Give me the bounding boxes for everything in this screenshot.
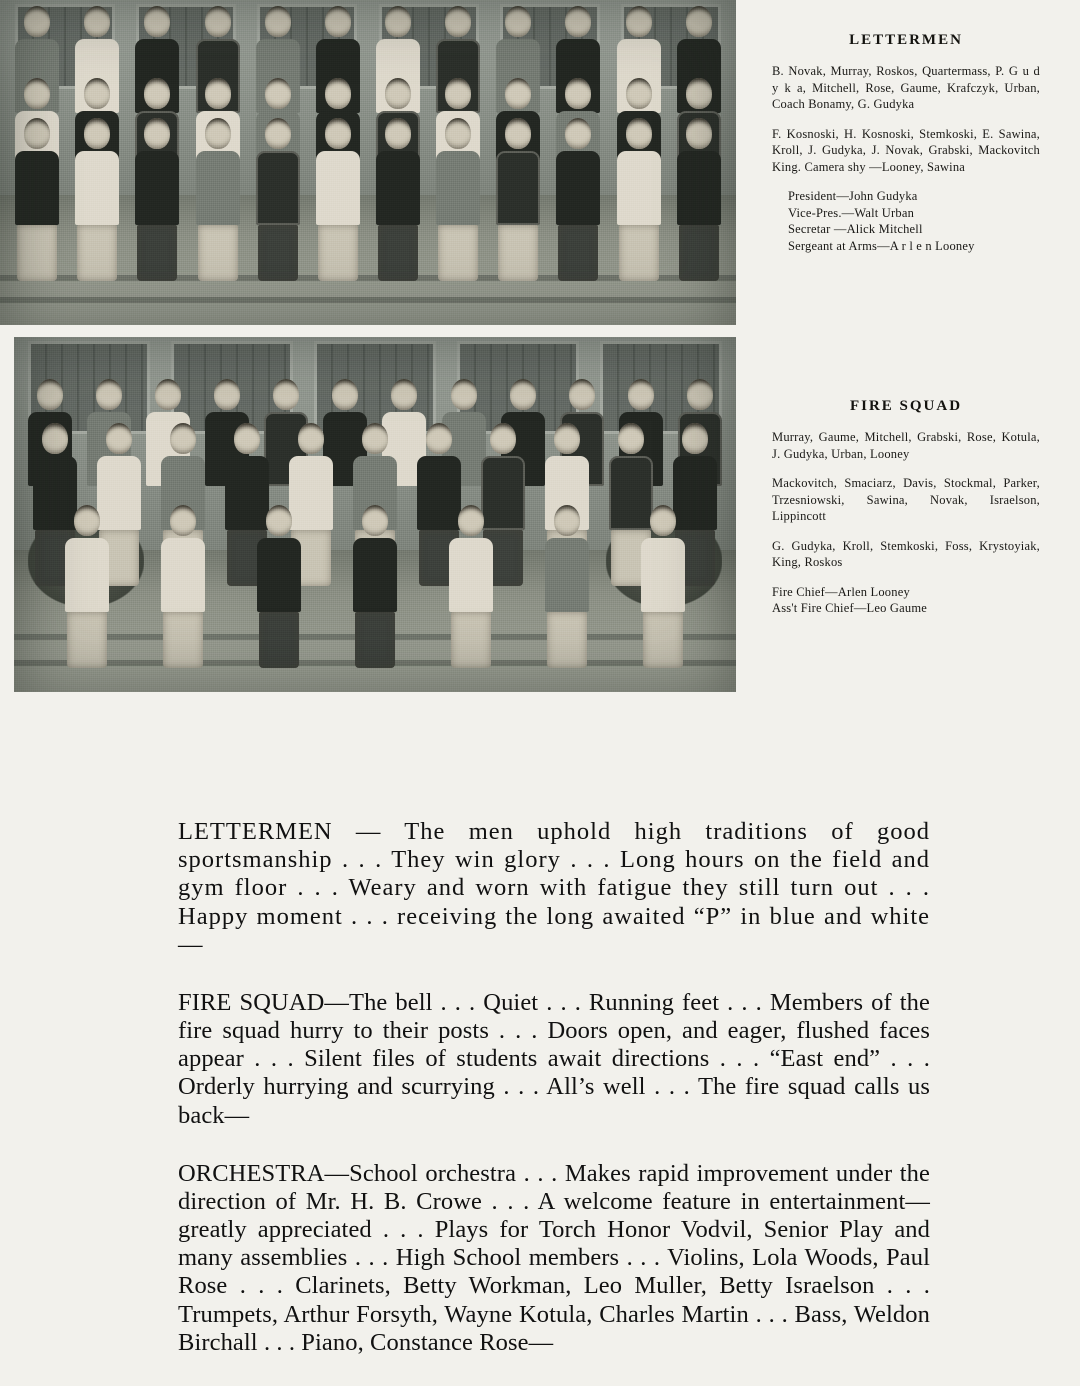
fire-squad-caption-row3: G. Gudyka, Kroll, Stemkoski, Foss, Krystoyiak, King, Roskos <box>772 538 1040 569</box>
person <box>14 118 60 281</box>
lettermen-caption-heading: LETTERMEN <box>849 32 963 48</box>
fire-squad-officer-assistant-chief: Ass't Fire Chief—Leo Gaume <box>772 601 927 615</box>
step-edge <box>0 297 736 303</box>
photo-row-front <box>14 505 736 668</box>
lettermen-photo <box>0 0 736 325</box>
fire-squad-caption-heading: FIRE SQUAD <box>849 398 963 414</box>
fire-squad-caption-row2: Mackovitch, Smaciarz, Davis, Stockmal, Parker, Trzesniowski, Sawina, Novak, Israelson, Lippincott <box>772 476 1040 523</box>
lettermen-caption-block <box>772 32 1040 267</box>
lettermen-caption-row1: B. Novak, Murray, Roskos, Quartermass, P. G u d y k a, Mitchell, Rose, Gaume, Krafczyk, Urban, Coach Bonamy, G. Gudyka <box>772 64 1040 111</box>
person <box>676 118 722 281</box>
photo-row-front <box>0 118 736 281</box>
paragraph-orchestra: ORCHESTRA—School orchestra . . . Makes rapid improvement under the direction of Mr. H. B. Crowe . . . A welcome feature in entertainment—greatly appreciated . . . Plays for Torch Honor Vodvil, Senior Play and many assemblies . . . High School members . . . Violins, Lola Woods, Paul Rose . . . Clarinets, Betty Workman, Leo Muller, Betty Israelson . . . Trumpets, Arthur Forsyth, Wayne Kotula, Charles Martin . . . Bass, Weldon Birchall . . . Piano, Constance Rose— <box>178 1159 930 1356</box>
person <box>435 118 481 281</box>
fire-squad-photo <box>14 337 736 692</box>
lettermen-caption-row2: F. Kosnoski, H. Kosnoski, Stemkoski, E. Sawina, Kroll, J. Gudyka, J. Novak, Grabski, Mackovitch King. Camera shy —Looney, Sawina <box>772 126 1040 174</box>
person <box>616 118 662 281</box>
fire-squad-officer-chief: Fire Chief—Arlen Looney <box>772 584 910 599</box>
lettermen-officer-secretary: Secretar —Alick Mitchell <box>788 222 923 236</box>
paragraph-fire-squad: FIRE SQUAD—The bell . . . Quiet . . . Running feet . . . Members of the fire squad hurry to their posts . . . Doors open, and eager, flushed faces appear . . . Silent files of students await directions . . . “East end” . . . Orderly hurrying and scurrying . . . All’s well . . . The fire squad calls us back— <box>178 988 930 1129</box>
person <box>64 505 110 668</box>
story-text <box>178 818 930 1357</box>
person <box>640 505 686 668</box>
person <box>315 118 361 281</box>
person <box>352 505 398 668</box>
person <box>495 118 541 281</box>
person <box>555 118 601 281</box>
person <box>74 118 120 281</box>
fire-squad-caption-block <box>772 398 1040 630</box>
person <box>256 505 302 668</box>
person <box>375 118 421 281</box>
person <box>255 118 301 281</box>
person <box>448 505 494 668</box>
lettermen-officer-president: President—John Gudyka <box>788 189 918 203</box>
fire-squad-caption-row1: Murray, Gaume, Mitchell, Grabski, Rose, Kotula, J. Gudyka, Urban, Looney <box>772 430 1040 461</box>
person <box>160 505 206 668</box>
person <box>134 118 180 281</box>
person <box>195 118 241 281</box>
lettermen-officer-vice-president: Vice-Pres.—Walt Urban <box>788 205 915 220</box>
paragraph-lettermen: LETTERMEN — The men uphold high traditions of good sportsmanship . . . They win glory . . . Long hours on the field and gym floor . . . Weary and worn with fatigue they still turn out . . . Happy moment . . . receiving the long awaited “P” in blue and white— <box>178 818 930 958</box>
lettermen-officer-sergeant-at-arms: Sergeant at Arms—A r l e n Looney <box>788 238 975 253</box>
person <box>544 505 590 668</box>
